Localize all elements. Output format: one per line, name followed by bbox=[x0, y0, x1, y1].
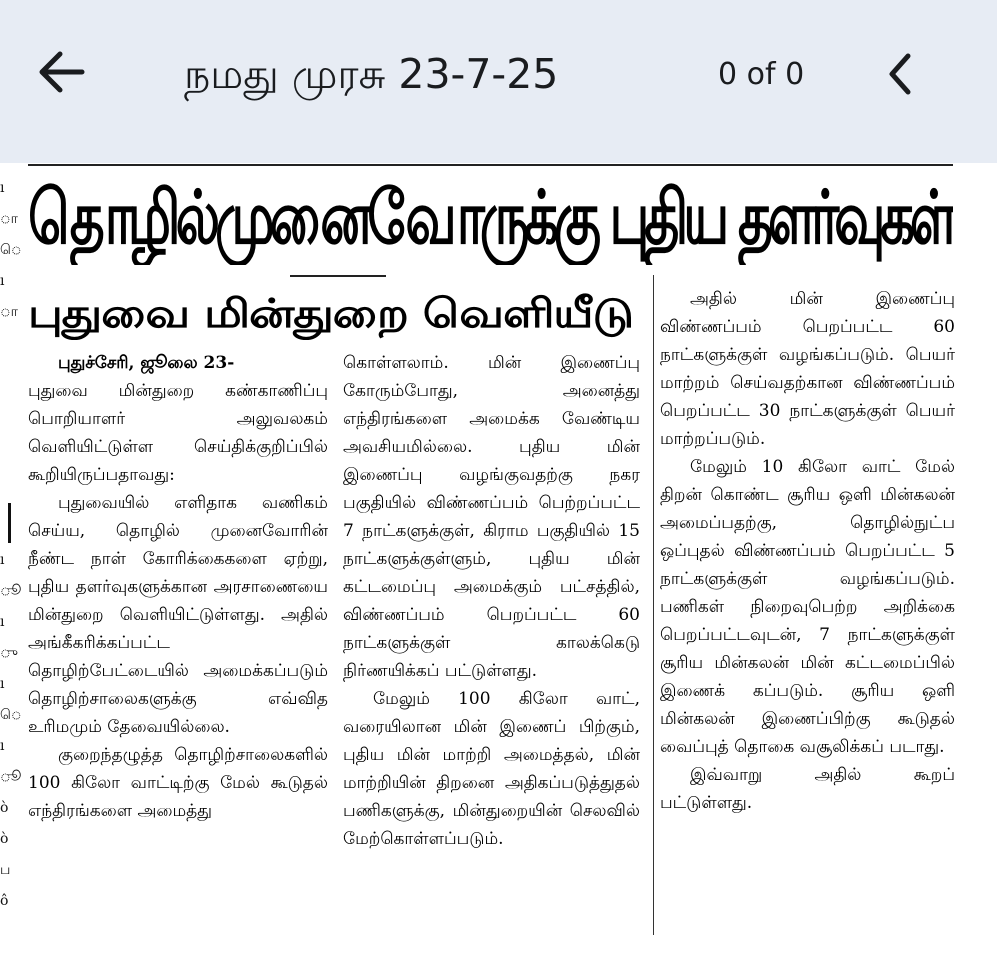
paragraph: மேலும் 100 கிலோ வாட், வரையிலான மின் இணைப் பிற்கும், புதிய மின் மாற்றி அமைத்தல், மின் மாற்றியின் திறனை அதிகப்படுத்துதல் பணிகளுக்கு, மின்துறையின் செலவில் மேற்கொள்ளப்படும். bbox=[343, 689, 640, 849]
search-match-counter: 0 of 0 bbox=[718, 57, 805, 92]
paragraph: மேலும் 10 கிலோ வாட் மேல் திறன் கொண்ட சூரிய ஒளி மின்கலன் அமைப்பதற்கு, தொழில்நுட்ப ஒப்புதல் விண்ணப்பம் பெறப்பட்ட 5 நாட்களுக்குள் வழங்கப்படும். பணிகள் நிறைவுபெற்ற அறிக்கை பெறப்பட்டவுடன், 7 நாட்களுக்குள் சூரிய மின்கலன் மின் கட்டமைப்பில் இணைக் கப்படும். சூரிய ஒளி மின்கலன் இணைப்பிற்கு கூடுதல் வைப்புத் தொகை வசூலிக்கப் படாது. bbox=[660, 457, 955, 757]
headline-divider bbox=[290, 275, 386, 277]
edge-glyph: ெ bbox=[0, 242, 22, 258]
newspaper-page[interactable] bbox=[0, 163, 997, 972]
edge-glyph: ı bbox=[0, 676, 5, 692]
edge-glyph bbox=[0, 514, 14, 545]
article-column-2 bbox=[343, 349, 640, 941]
top-rule bbox=[28, 164, 953, 166]
previous-match-button[interactable] bbox=[876, 44, 926, 104]
paragraph: கொள்ளலாம். மின் இணைப்பு கோரும்போது, அனைத்து எந்திரங்களை அமைக்க வேண்டிய அவசியமில்லை. புதிய மின் இணைப்பு வழங்குவதற்கு நகர பகுதியில் விண்ணப்பம் பெற்றப்பட்ட 7 நாட்களுக்குள், கிராம பகுதியில் 15 நாட்களுக்குள்ளும், புதிய மின் கட்டமைப்பு அமைக்கும் பட்சத்தில், விண்ணப்பம் பெறப்பட்ட 60 நாட்களுக்குள் காலக்கெடு நிர்ணயிக்கப் பட்டுள்ளது. bbox=[343, 353, 640, 681]
edge-glyph: ò bbox=[0, 800, 9, 816]
paragraph: புதுவையில் எளிதாக வணிகம் செய்ய, தொழில் முனைவோரின் நீண்ட நாள் கோரிக்கைகளை ஏற்று, புதிய தளர்வுகளுக்கான அரசாணையை மின்துறை வெளியிட்டுள்ளது. அதில் அங்கீகரிக்கப்பட்ட தொழிற்பேட்டையில் அமைக்கப்படும் தொழிற்சாலைகளுக்கு எவ்வித உரிமமும் தேவையில்லை. bbox=[28, 493, 328, 737]
paragraph: குறைந்தழுத்த தொழிற்சாலைகளில் 100 கிலோ வாட்டிற்கு மேல் கூடுதல் எந்திரங்களை அமைத்து bbox=[28, 745, 328, 821]
arrow-left-icon bbox=[32, 42, 92, 102]
edge-glyph: ı bbox=[0, 552, 5, 568]
article-column-3 bbox=[660, 285, 955, 940]
edge-glyph: ı bbox=[0, 738, 5, 754]
edge-glyph: ு bbox=[0, 645, 18, 661]
edge-glyph bbox=[0, 359, 14, 390]
edge-glyph: ò bbox=[0, 831, 9, 847]
edge-glyph bbox=[0, 328, 14, 359]
column-divider bbox=[653, 275, 654, 935]
paragraph: புதுவை மின்துறை கண்காணிப்பு பொறியாளர் அலுவலகம் வெளியிட்டுள்ள செய்திக்குறிப்பில் கூறியிருப்பதாவது: bbox=[28, 381, 328, 485]
back-button[interactable] bbox=[32, 42, 92, 102]
paragraph: இவ்வாறு அதில் கூறப் பட்டுள்ளது. bbox=[660, 765, 955, 813]
headline bbox=[28, 171, 953, 265]
edge-glyph: ூ bbox=[0, 583, 22, 599]
edge-glyph: ı bbox=[0, 614, 5, 630]
edge-glyph: ப bbox=[0, 862, 11, 878]
edge-glyph: ா bbox=[0, 211, 18, 227]
dateline: புதுச்சேரி, ஜூலை 23- bbox=[58, 353, 235, 373]
app-bar bbox=[0, 0, 997, 163]
edge-glyph bbox=[0, 390, 14, 421]
subheadline-text: புதுவை மின்துறை வெளியீடு bbox=[28, 291, 633, 337]
headline-text: தொழில்முனைவோருக்கு புதிய தளர்வுகள் bbox=[28, 175, 953, 261]
paragraph: அதில் மின் இணைப்பு விண்ணப்பம் பெறப்பட்ட 60 நாட்களுக்குள் வழங்கப்படும். பெயர் மாற்றம் செய்வதற்கான விண்ணப்பம் பெறப்பட்ட 30 நாட்களுக்குள் பெயர் மாற்றப்படும். bbox=[660, 289, 955, 449]
edge-glyph: ா bbox=[0, 304, 18, 320]
adjacent-column-rule bbox=[8, 503, 11, 543]
subheadline bbox=[28, 283, 643, 345]
edge-glyph: ெ bbox=[0, 707, 22, 723]
edge-glyph: ô bbox=[0, 893, 9, 909]
adjacent-column-fragment bbox=[0, 173, 22, 917]
edge-glyph: ூ bbox=[0, 769, 22, 785]
document-title: நமது முரசு 23-7-25 bbox=[184, 50, 559, 98]
edge-glyph: ı bbox=[0, 273, 5, 289]
edge-glyph bbox=[0, 483, 14, 514]
edge-glyph bbox=[0, 452, 14, 483]
edge-glyph bbox=[0, 421, 14, 452]
chevron-left-icon bbox=[876, 44, 926, 104]
edge-glyph: ı bbox=[0, 180, 5, 196]
article-column-1 bbox=[28, 349, 328, 941]
